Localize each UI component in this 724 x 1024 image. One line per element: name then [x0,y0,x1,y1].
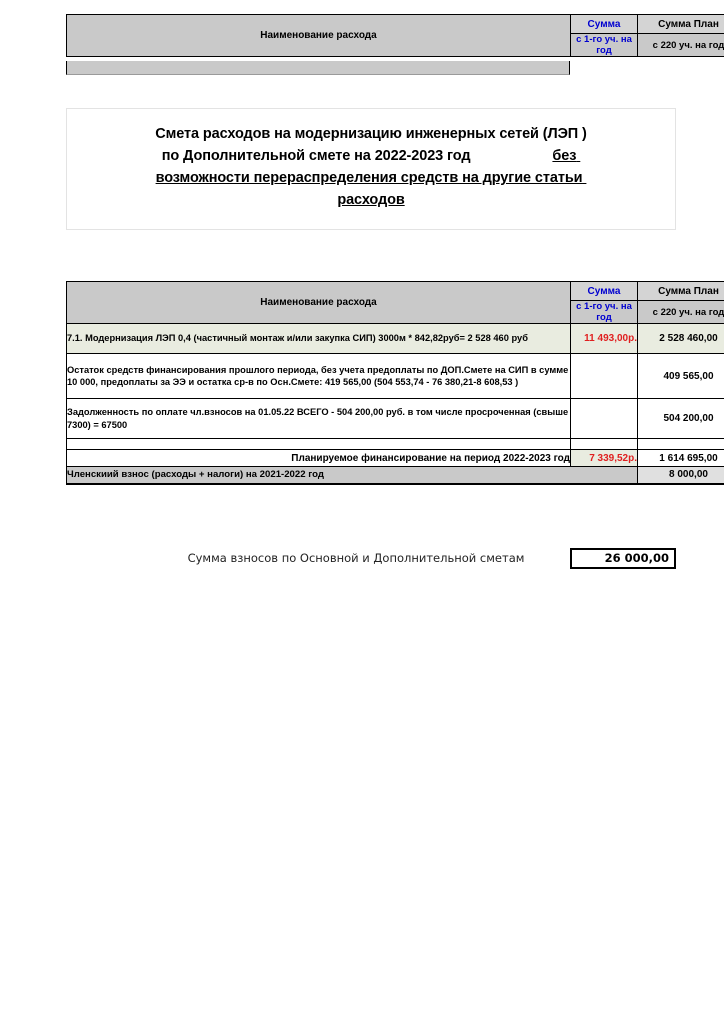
top-header-table-filler [66,61,570,75]
expense-table [66,281,724,485]
total-row-plan: 1 614 695,00 [638,450,724,467]
row-plan-value: 2 528 460,00 [638,324,724,354]
table-total-row [67,450,724,467]
table-row [67,399,724,439]
row-description: Остаток средств финансирования прошлого периода, без учета предоплаты по ДОП.Смете на СИП в сумме 10 000, предоплаты за ЭЭ и остатка ср-в по Осн.Смете: 419 565,00 (504 553,74 - 76 380,21-8 608,53 ) [67,354,571,399]
row-plan-value: 409 565,00 [638,354,724,399]
document-title-box [66,108,676,230]
top-header-table-container [66,14,724,57]
main-header-plan-sub-cell: с 220 уч. на год [638,301,724,324]
page-title [67,109,675,211]
top-header-name-cell: Наименование расхода [67,15,571,57]
top-header-plan-sub-cell: с 220 уч. на год [638,34,724,57]
total-row-label: Планируемое финансирование на период 2022-2023 год [67,450,571,467]
title-line-4: расходов [337,192,405,208]
table-spacer-row [67,439,724,450]
spacer-cell [638,439,724,450]
row-description: Задолженность по оплате чл.взносов на 01.05.22 ВСЕГО - 504 200,00 руб. в том числе просроченная (свыше 7300) = 67500 [67,399,571,439]
top-header-plan-cell: Сумма План [638,15,724,34]
table-header-row [67,282,724,301]
title-line-1: Смета расходов на модернизацию инженерных сетей (ЛЭП ) [155,126,587,142]
top-header-summa-cell: Сумма [571,15,638,34]
title-line-2b: без [552,148,577,164]
top-header-table [66,14,724,57]
row-summa-value [571,399,638,439]
footer-summary-value: 26 000,00 [570,548,676,569]
table-row [67,354,724,399]
title-line-2a: по Дополнительной смете на 2022-2023 год [161,148,471,164]
membership-row-label: Членскиий взнос (расходы + налоги) на 2021-2022 год [67,467,638,484]
main-header-name-cell: Наименование расхода [67,282,571,324]
title-line-3: возможности перераспределения средств на другие статьи [155,170,583,186]
membership-row-value: 8 000,00 [638,467,724,484]
spacer-cell [571,439,638,450]
table-membership-row [67,467,724,484]
row-summa-value: 11 493,00р. [571,324,638,354]
spacer-cell [67,439,571,450]
main-header-summa-sub-cell: с 1-го уч. на год [571,301,638,324]
row-description: 7.1. Модернизация ЛЭП 0,4 (частичный монтаж и/или закупка СИП) 3000м * 842,82руб= 2 528 460 руб [67,324,571,354]
top-header-summa-sub-cell: с 1-го уч. на год [571,34,638,57]
table-row [67,15,724,34]
footer-summary-label: Сумма взносов по Основной и Дополнительной сметам [187,551,525,565]
main-header-summa-cell: Сумма [571,282,638,301]
table-row [67,324,724,354]
main-table-container [66,281,724,485]
total-row-summa: 7 339,52р. [571,450,638,467]
main-header-plan-cell: Сумма План [638,282,724,301]
row-plan-value: 504 200,00 [638,399,724,439]
row-summa-value [571,354,638,399]
footer-summary [66,548,676,572]
